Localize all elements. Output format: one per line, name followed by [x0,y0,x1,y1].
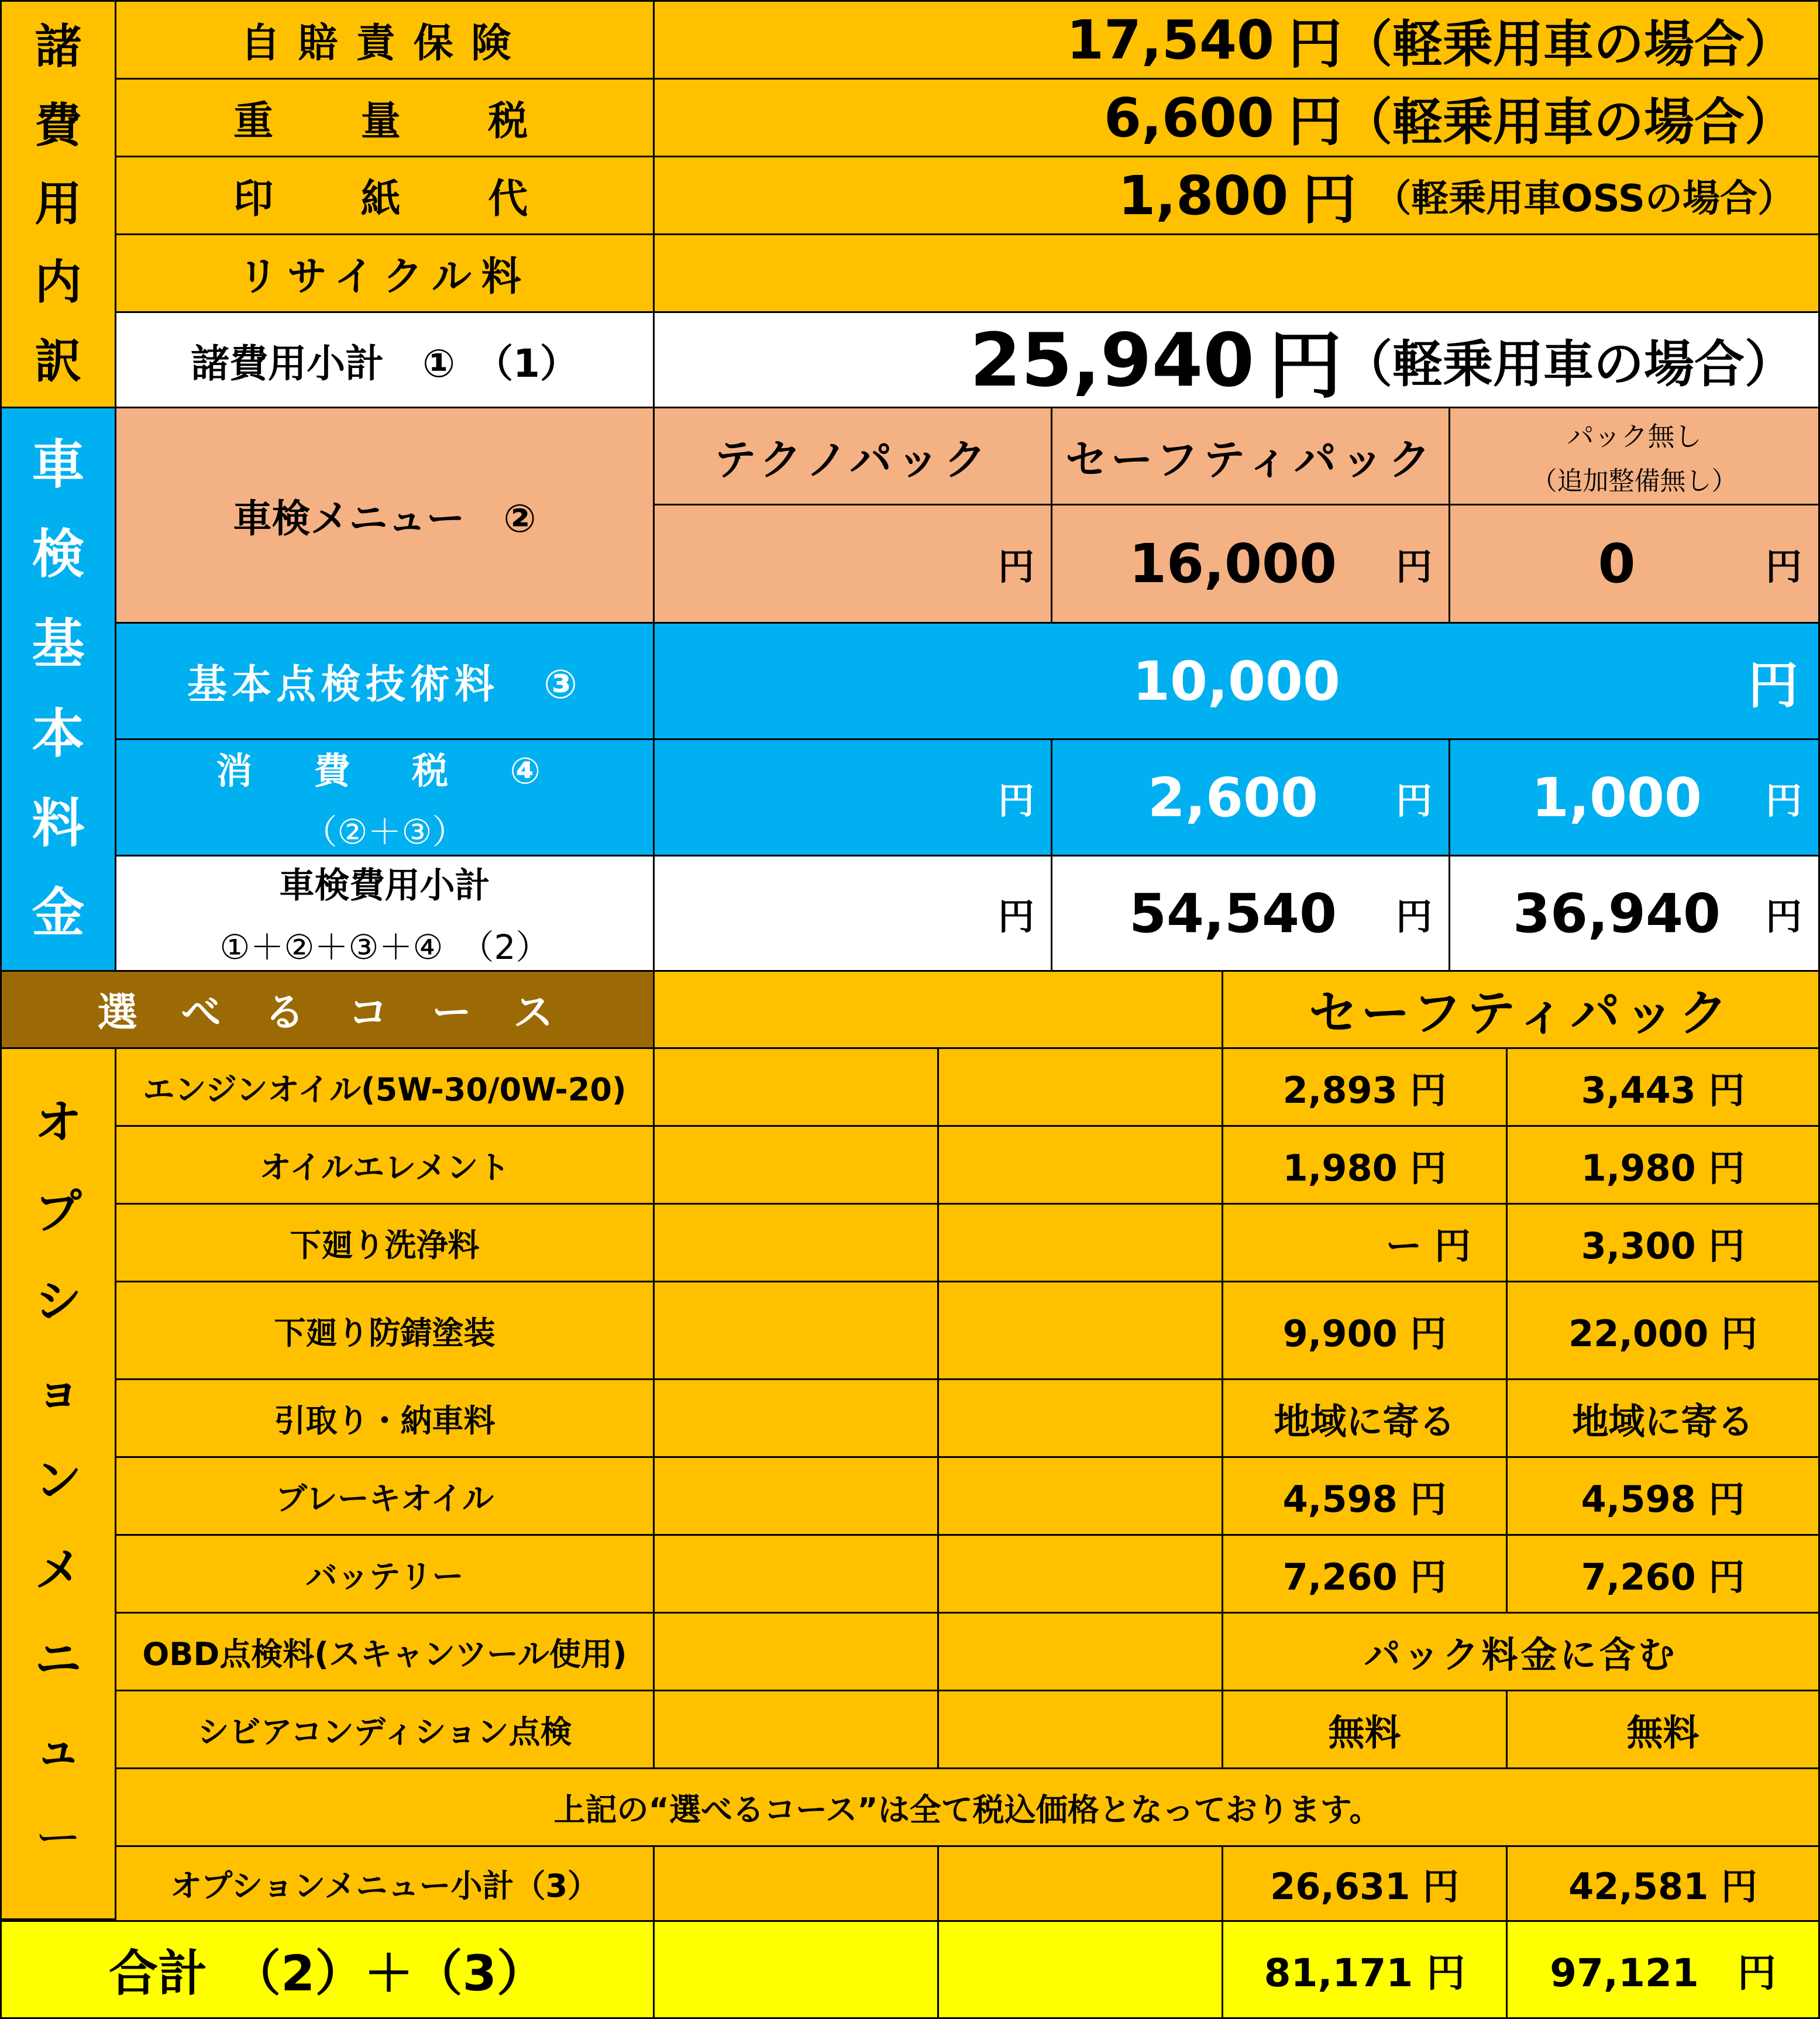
fees-subtotal-value [653,311,1820,408]
fee-unit: 円 [1288,13,1342,75]
option-price-a: 7,260 円 [1222,1534,1508,1614]
options-section-title [0,1047,116,1920]
options-title-char: ニ [35,1632,82,1687]
pack-header-safety: セーフティパック [1051,407,1450,505]
option-name: 下廻り洗浄料 [115,1203,655,1282]
option-blank [653,1378,939,1458]
fee-note: （軽乗用車OSSの場合） [1374,177,1795,221]
tax-amount: 2,600 [1147,766,1318,829]
option-name: エンジンオイル(5W-30/0W-20) [115,1047,655,1127]
option-price-a: 1,980 円 [1222,1125,1508,1205]
option-name: オイルエレメント [115,1125,655,1205]
fee-unit: 円 [1288,91,1342,153]
option-blank [937,1690,1223,1769]
option-name: 下廻り防錆塗装 [115,1281,655,1380]
fee-unit: 円 [1302,168,1357,231]
inspection-subtotal-label [115,855,655,972]
tax-label-sub: （②＋③） [303,811,466,852]
inspection-subtotal-unit: 円 [1765,895,1802,938]
option-blank [937,1125,1223,1205]
pack-header-none [1449,407,1820,505]
pack-price-unit: 円 [1395,545,1432,588]
basic-title-char: 本 [32,703,85,765]
option-price-b: 3,300 円 [1506,1203,1820,1282]
tax-included-note: 上記の“選べるコース”は全て税込価格となっております。 [115,1767,1820,1847]
option-blank [653,1125,939,1205]
tax-label [115,738,655,857]
inspection-subtotal-amount: 36,940 [1512,882,1721,945]
tech-fee-unit: 円 [1748,656,1798,715]
total-blank [937,1920,1223,2019]
fee-value [653,233,1820,313]
inspection-subtotal-none [1449,855,1820,972]
tax-unit: 円 [1765,779,1802,822]
option-name: バッテリー [115,1534,655,1614]
inspection-subtotal-main: 車検費用小計 [279,865,490,906]
pack-price-unit: 円 [997,545,1034,588]
option-blank [937,1456,1223,1536]
basic-title-char: 料 [32,792,85,854]
fee-label: リサイクル料 [115,233,655,313]
pack-none-sub: （追加整備無し） [1531,466,1738,496]
options-title-char: メ [35,1542,82,1597]
option-blank [653,1456,939,1536]
options-title-char: プ [35,1185,82,1240]
inspection-menu-label: 車検メニュー ② [115,407,655,624]
tech-fee-value [653,622,1820,740]
option-price-a: 無料 [1222,1690,1508,1769]
tax-unit: 円 [1395,779,1432,822]
option-blank [937,1845,1223,1922]
options-title-char: ー [35,1811,82,1866]
tax-unit: 円 [997,779,1034,822]
grand-total-label: 合計 （2）＋（3） [0,1920,655,2019]
pack-price: 16,000 [1129,532,1337,595]
fee-amount: 17,540 [1066,8,1274,71]
course-label: 選べるコース [0,970,655,1049]
fee-label: 重量税 [115,78,655,157]
fee-note: （軽乗用車の場合） [1342,93,1795,152]
fee-value [653,0,1820,80]
basic-title-char: 検 [32,523,85,585]
fee-amount: 1,800 [1118,164,1289,227]
pack-price-safety [1051,504,1450,624]
fee-note: （軽乗用車の場合） [1342,15,1795,74]
basic-fee-section-title [0,407,116,972]
fees-subtotal-note: （軽乗用車の場合） [1342,335,1795,394]
option-price-b: 3,443 円 [1506,1047,1820,1127]
options-subtotal-a: 26,631 円 [1222,1845,1508,1922]
option-blank [653,1612,939,1691]
option-price-a: 4,598 円 [1222,1456,1508,1536]
fees-title-char: 内 [35,255,82,310]
fees-title-char: 費 [35,98,82,153]
tax-label-main: 消 費 税 ④ [216,749,553,792]
options-title-char: シ [35,1274,82,1329]
pack-header-techno: テクノパック [653,407,1052,505]
grand-total-b: 97,121 円 [1506,1920,1820,2019]
pack-price-none [1449,504,1820,624]
inspection-subtotal-amount: 54,540 [1129,882,1337,945]
option-price-a: 2,893 円 [1222,1047,1508,1127]
option-blank [653,1047,939,1127]
tech-fee-amount: 10,000 [1132,649,1341,713]
tax-value-techno [653,738,1052,857]
option-blank [653,1690,939,1769]
option-price-b: 無料 [1506,1690,1820,1769]
fees-title-char: 用 [35,176,82,231]
fees-title-char: 訳 [35,333,82,388]
basic-title-char: 金 [32,882,85,944]
tax-amount: 1,000 [1531,766,1702,829]
fee-value [653,78,1820,157]
fee-label: 印紙代 [115,156,655,235]
option-name: ブレーキオイル [115,1456,655,1536]
pack-price-unit: 円 [1765,545,1802,588]
fee-amount: 6,600 [1103,86,1274,149]
option-blank [937,1534,1223,1614]
options-subtotal-label: オプションメニュー小計（3） [115,1845,655,1922]
total-blank [653,1920,939,2019]
options-title-char: ン [35,1453,82,1508]
options-subtotal-b: 42,581 円 [1506,1845,1820,1922]
option-blank [653,1845,939,1922]
fee-label: 自賠責保険 [115,0,655,80]
option-blank [653,1203,939,1282]
option-blank [937,1047,1223,1127]
option-blank [653,1534,939,1614]
inspection-subtotal-techno [653,855,1052,972]
option-price-b: 地域に寄る [1506,1378,1820,1458]
option-price-b: 4,598 円 [1506,1456,1820,1536]
inspection-subtotal-safety [1051,855,1450,972]
options-title-char: オ [35,1095,82,1150]
grand-total-a: 81,171 円 [1222,1920,1508,2019]
fees-subtotal-label: 諸費用小計 ① （1） [115,311,655,408]
option-price-b: 7,260 円 [1506,1534,1820,1614]
option-price-a: 地域に寄る [1222,1378,1508,1458]
tech-fee-label: 基本点検技術料 ③ [115,622,655,740]
option-blank [937,1203,1223,1282]
option-price-b: 22,000 円 [1506,1281,1820,1380]
option-name: OBD点検料(スキャンツール使用) [115,1612,655,1691]
tax-value-safety [1051,738,1450,857]
option-blank [937,1281,1223,1380]
course-blank [653,970,1223,1049]
option-blank [937,1378,1223,1458]
options-title-char: ュ [35,1721,82,1776]
option-price-b: 1,980 円 [1506,1125,1820,1205]
fee-value [653,156,1820,235]
pack-price: 0 [1598,532,1636,595]
basic-title-char: 車 [32,434,85,496]
fees-subtotal-unit: 円 [1268,322,1342,408]
pack-price-techno [653,504,1052,624]
fees-section-title [0,0,116,408]
option-included: パック料金に含む [1222,1612,1820,1691]
course-pack-name: セーフティパック [1222,970,1820,1049]
inspection-subtotal-sub: ①＋②＋③＋④ （2） [219,927,550,967]
option-blank [653,1281,939,1380]
option-name: 引取り・納車料 [115,1378,655,1458]
option-blank [937,1612,1223,1691]
tax-value-none [1449,738,1820,857]
fees-title-char: 諸 [35,19,82,74]
option-price-a: 9,900 円 [1222,1281,1508,1380]
pack-none-name: パック無し [1567,420,1702,452]
inspection-subtotal-unit: 円 [1395,895,1432,938]
fees-subtotal-amount: 25,940 [969,317,1254,403]
option-name: シビアコンディション点検 [115,1690,655,1769]
basic-title-char: 基 [32,613,85,675]
inspection-subtotal-unit: 円 [997,895,1034,938]
options-title-char: ョ [35,1364,82,1419]
option-price-a: ー 円 [1222,1203,1508,1282]
